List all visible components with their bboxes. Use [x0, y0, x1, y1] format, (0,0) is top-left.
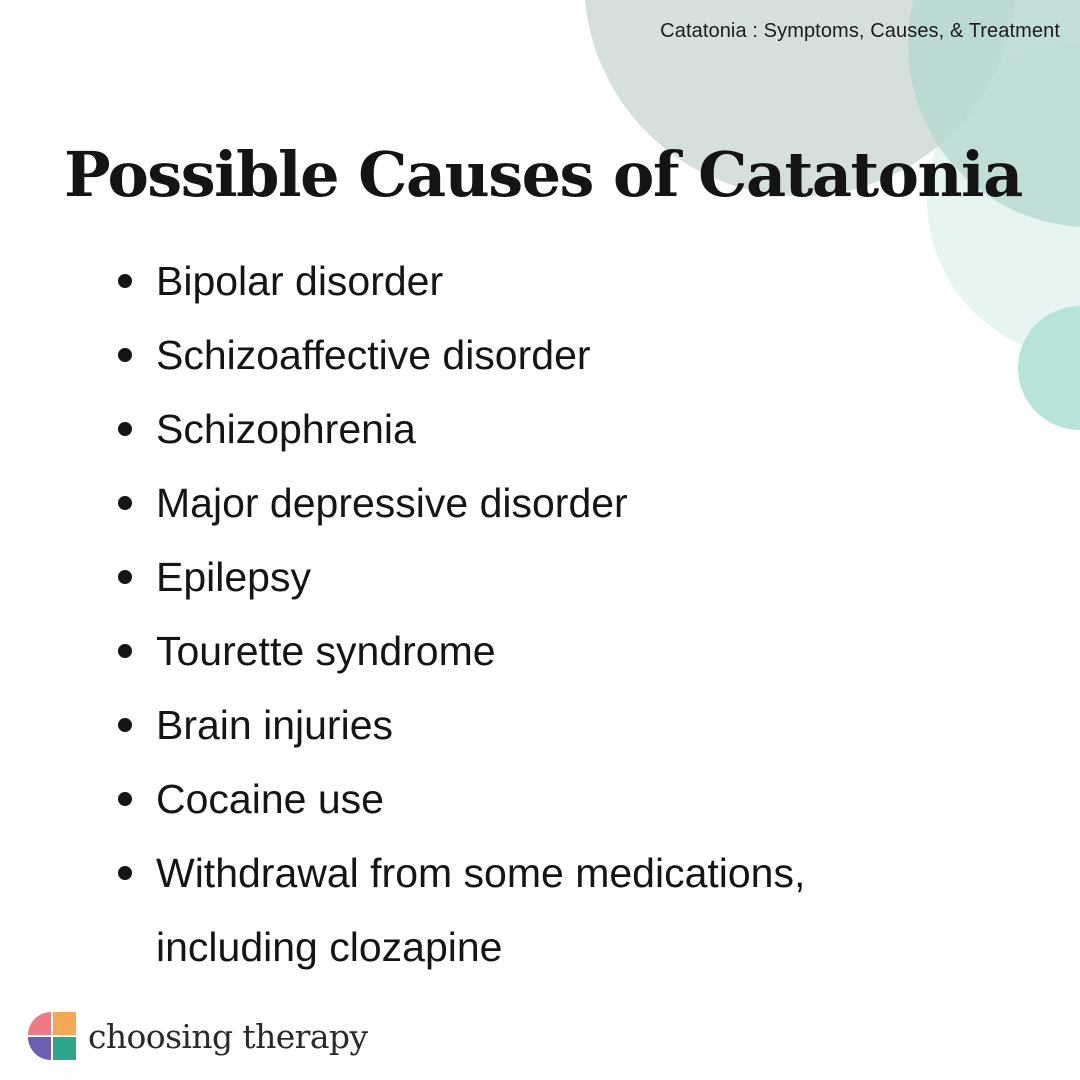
list-item [110, 762, 970, 836]
bullet-icon [118, 274, 132, 288]
list-item [110, 688, 970, 762]
causes-list [110, 244, 970, 984]
bullet-icon [118, 718, 132, 732]
bullet-icon [118, 570, 132, 584]
list-item [110, 392, 970, 466]
bullet-icon [118, 792, 132, 806]
list-item [110, 318, 970, 392]
bullet-icon [118, 348, 132, 362]
list-item-label: Epilepsy [156, 554, 311, 600]
list-item [110, 540, 970, 614]
page-title: Possible Causes of Catatonia [64, 138, 1022, 211]
bullet-icon [118, 644, 132, 658]
bullet-icon [118, 866, 132, 880]
brand-footer [28, 1012, 368, 1060]
bullet-icon [118, 496, 132, 510]
logo-quadrant-bottom-left [28, 1037, 51, 1060]
list-item-label: Bipolar disorder [156, 258, 444, 304]
bullet-icon [118, 422, 132, 436]
logo-quadrant-top-left [28, 1012, 51, 1035]
list-item-label: Schizophrenia [156, 406, 416, 452]
list-item [110, 836, 970, 984]
list-item [110, 614, 970, 688]
list-item-label: Withdrawal from some medications, including clozapine [156, 850, 806, 970]
logo-quadrant-top-right [53, 1012, 76, 1035]
choosing-therapy-logo-icon [28, 1012, 76, 1060]
header-subtitle: Catatonia : Symptoms, Causes, & Treatment [660, 20, 1060, 42]
logo-quadrant-bottom-right [53, 1037, 76, 1060]
list-item-label: Cocaine use [156, 776, 384, 822]
brand-name: choosing therapy [88, 1016, 368, 1056]
list-item [110, 466, 970, 540]
list-item-label: Tourette syndrome [156, 628, 496, 674]
list-item [110, 244, 970, 318]
list-item-label: Major depressive disorder [156, 480, 628, 526]
list-item-label: Brain injuries [156, 702, 393, 748]
list-item-label: Schizoaffective disorder [156, 332, 591, 378]
